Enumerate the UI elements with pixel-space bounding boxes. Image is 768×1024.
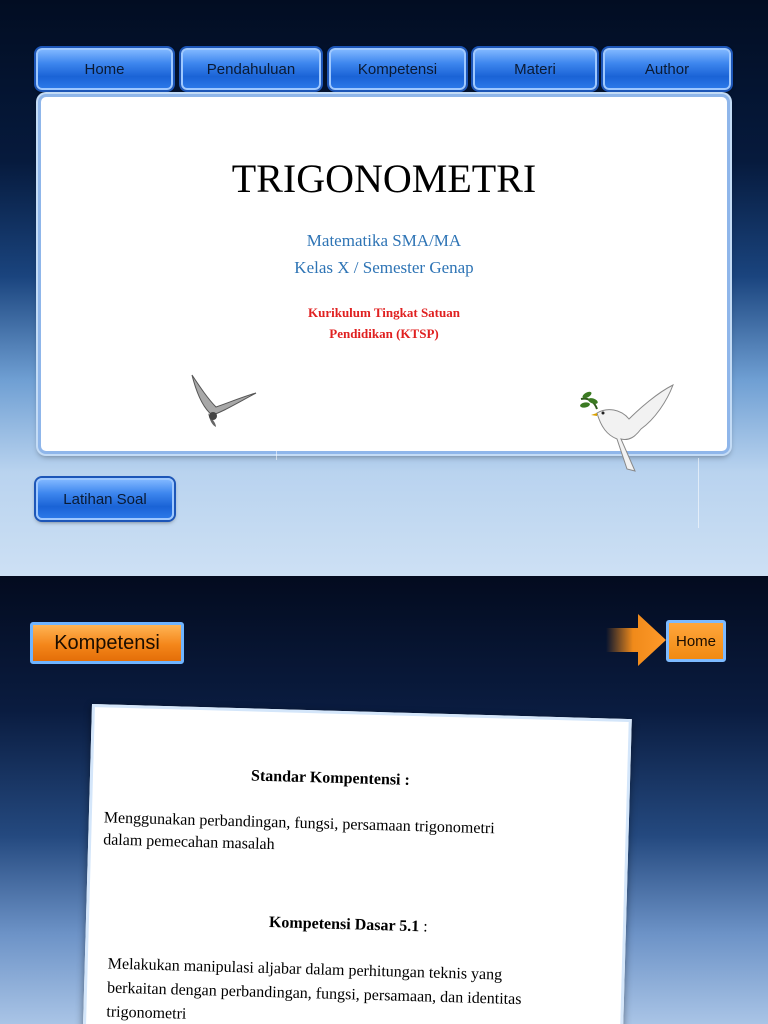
slide-kompetensi bbox=[0, 576, 768, 1024]
dasar-heading-title: Kompetensi Dasar 5.1 bbox=[268, 914, 420, 936]
dasar-line-1: Melakukan manipulasi aljabar dalam perhitungan teknis yang bbox=[107, 955, 503, 984]
nav-kompetensi-button[interactable]: Kompetensi bbox=[329, 48, 466, 90]
orange-arrow-icon bbox=[606, 614, 668, 666]
dasar-line-2: berkaitan dengan perbandingan, fungsi, persamaan, dan identitas bbox=[106, 979, 522, 1009]
divider-line bbox=[698, 458, 699, 528]
flying-bird-icon bbox=[186, 369, 261, 431]
latihan-soal-button[interactable]: Latihan Soal bbox=[36, 478, 174, 520]
page-title: TRIGONOMETRI bbox=[231, 156, 537, 201]
dove-with-olive-branch-icon bbox=[577, 379, 677, 479]
curriculum-line-1: Kurikulum Tingkat Satuan bbox=[308, 305, 460, 320]
divider-line bbox=[276, 390, 277, 460]
standar-line-2: dalam pemecahan masalah bbox=[102, 831, 275, 854]
dasar-heading-colon: : bbox=[419, 918, 428, 936]
curriculum-line-2: Pendidikan (KTSP) bbox=[329, 326, 439, 341]
competency-card bbox=[83, 704, 632, 1024]
standar-line-1: Menggunakan perbandingan, fungsi, persamaan trigonometri bbox=[103, 809, 495, 838]
nav-home-button[interactable]: Home bbox=[36, 48, 173, 90]
nav-pendahuluan-button[interactable]: Pendahuluan bbox=[181, 48, 321, 90]
subtitle-class: Kelas X / Semester Genap bbox=[294, 258, 474, 277]
home-button[interactable]: Home bbox=[666, 620, 726, 662]
dasar-line-3: trigonometri bbox=[106, 1003, 187, 1023]
section-label-kompetensi: Kompetensi bbox=[30, 622, 184, 664]
dasar-heading bbox=[269, 912, 428, 938]
nav-author-button[interactable]: Author bbox=[603, 48, 731, 90]
standar-heading: Standar Kompentensi : bbox=[250, 767, 411, 789]
title-content-box bbox=[38, 94, 730, 454]
nav-materi-button[interactable]: Materi bbox=[473, 48, 597, 90]
subtitle-subject: Matematika SMA/MA bbox=[306, 231, 462, 250]
